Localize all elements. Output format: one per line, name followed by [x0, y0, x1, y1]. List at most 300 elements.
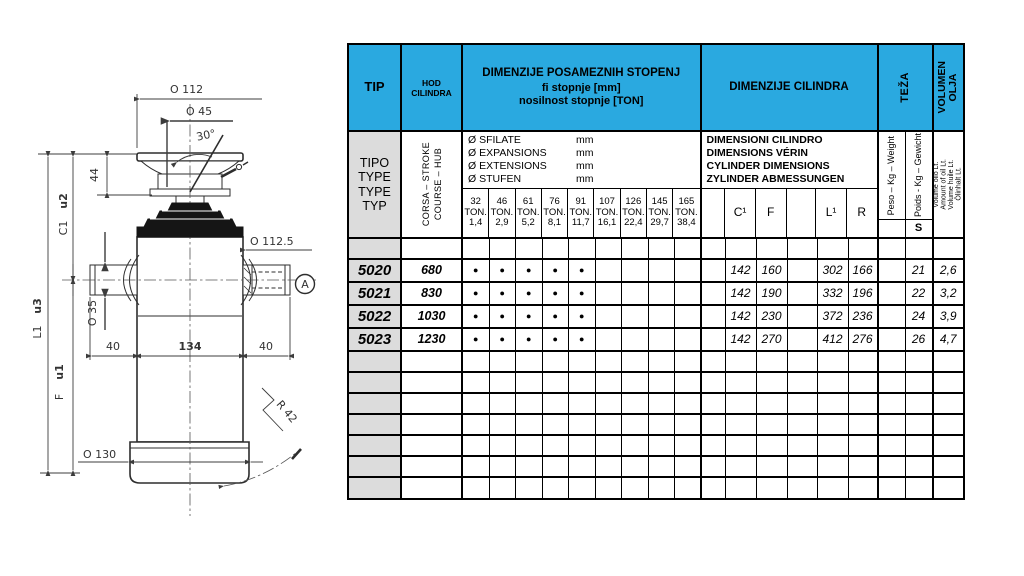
cell-stroke: 680	[402, 260, 463, 281]
dim-40-left-label: 40	[106, 340, 120, 353]
stage-dot	[675, 306, 702, 327]
dia-112-5-label: O 112.5	[250, 235, 294, 248]
cell-peso	[879, 306, 906, 327]
oil-volume-rotated-label: VOLUMEN OLJA	[936, 61, 960, 114]
dim-134-label: 134	[178, 340, 202, 353]
empty-cell	[349, 415, 402, 434]
empty-cell	[757, 478, 788, 498]
empty-cell	[675, 394, 702, 413]
detail-circle-a	[296, 275, 315, 294]
empty-cell	[349, 457, 402, 476]
col-header-stroke	[402, 132, 463, 237]
empty-cell	[906, 436, 934, 455]
empty-cell	[879, 352, 906, 371]
empty-cell	[818, 239, 849, 258]
empty-cell	[702, 415, 726, 434]
empty-cell	[675, 239, 702, 258]
empty-cell	[543, 373, 570, 392]
stage-dot: ●	[569, 283, 596, 304]
empty-cell	[569, 239, 596, 258]
empty-cell	[726, 457, 757, 476]
empty-cell	[596, 478, 623, 498]
empty-row	[349, 457, 963, 478]
empty-cell	[569, 436, 596, 455]
empty-cell	[622, 352, 649, 371]
empty-cell	[402, 478, 463, 498]
dim-l1-label: L1	[31, 325, 44, 339]
empty-cell	[516, 415, 543, 434]
empty-cell	[596, 436, 623, 455]
empty-cell	[649, 373, 676, 392]
empty-cell	[726, 478, 757, 498]
cell-stroke: 1030	[402, 306, 463, 327]
cell-tip: 5021	[349, 283, 402, 304]
dim-40-right-label: 40	[259, 340, 273, 353]
empty-cell	[490, 478, 517, 498]
empty-cell	[463, 373, 490, 392]
empty-cell	[569, 352, 596, 371]
dim-col-f: F	[756, 189, 787, 237]
empty-cell	[934, 415, 964, 434]
empty-cell	[757, 352, 788, 371]
cell-kg: 21	[906, 260, 934, 281]
col-header-oil-volume-detail	[934, 132, 964, 237]
empty-cell	[649, 352, 676, 371]
cell-l1: 372	[818, 306, 849, 327]
empty-cell	[757, 415, 788, 434]
dim-col	[702, 189, 726, 237]
empty-cell	[349, 394, 402, 413]
stage-dot	[675, 260, 702, 281]
dim-col	[787, 189, 817, 237]
stage-dot: ●	[516, 329, 543, 350]
stage-dot	[622, 260, 649, 281]
empty-cell	[490, 373, 517, 392]
stage-dot: ●	[490, 329, 517, 350]
cell-peso	[879, 329, 906, 350]
s-sub-cell: S	[914, 222, 923, 235]
empty-cell	[596, 457, 623, 476]
cell-oil: 3,9	[939, 308, 957, 323]
empty-row	[349, 373, 963, 394]
empty-cell	[622, 394, 649, 413]
dim-44-label: 44	[88, 168, 101, 182]
empty-cell	[463, 457, 490, 476]
hod-line1: HOD	[422, 77, 441, 88]
empty-cell	[818, 436, 849, 455]
stage-dot: ●	[490, 283, 517, 304]
empty-cell	[849, 478, 879, 498]
dia-45-label: O 45	[186, 105, 213, 118]
empty-cell	[788, 415, 818, 434]
table-row-5023	[349, 329, 963, 352]
empty-cell	[543, 457, 570, 476]
empty-cell	[879, 436, 906, 455]
stage-diameters-group	[463, 132, 702, 237]
col-header-weight	[879, 45, 934, 130]
empty-cell	[675, 373, 702, 392]
empty-cell	[569, 415, 596, 434]
empty-cell	[757, 436, 788, 455]
empty-cell	[879, 373, 906, 392]
empty-cell	[463, 415, 490, 434]
col-header-cylinder-dims: DIMENZIJE CILINDRA	[702, 45, 879, 130]
empty-cell	[349, 373, 402, 392]
empty-cell	[622, 373, 649, 392]
stage-dot	[649, 260, 676, 281]
stage-dot: ●	[516, 283, 543, 304]
cylinder-dims-group	[702, 132, 879, 237]
stage-dot: ●	[463, 306, 490, 327]
table-header-row-2	[349, 132, 963, 239]
cell-l1: 412	[818, 329, 849, 350]
stage-dot	[596, 283, 623, 304]
table-header-row-1	[349, 45, 963, 132]
empty-cell	[516, 352, 543, 371]
dim-u3-label: u3	[31, 298, 44, 314]
empty-cell	[516, 457, 543, 476]
empty-cell	[849, 436, 879, 455]
col-header-stages	[463, 45, 702, 130]
stage-dot	[649, 329, 676, 350]
empty-cell	[906, 373, 934, 392]
stage-dot	[649, 306, 676, 327]
empty-cell	[490, 415, 517, 434]
cell-c1: 142	[726, 283, 757, 304]
cylinder-dims-legend: DIMENSIONI CILINDRO DIMENSIONS VÉRIN CYLINDER DIMENSIONS ZYLINDER ABMESSUNGEN	[702, 132, 877, 189]
empty-cell	[622, 415, 649, 434]
dim-f-label: F	[53, 393, 66, 401]
stage-dot: ●	[569, 329, 596, 350]
ton-col: 76 TON. 8,1	[542, 189, 568, 237]
empty-cell	[649, 415, 676, 434]
empty-cell	[463, 352, 490, 371]
angle-30-label: 30°	[195, 126, 217, 144]
ton-col: 145 TON. 29,7	[647, 189, 673, 237]
cell	[702, 260, 726, 281]
stage-dot	[675, 329, 702, 350]
empty-cell	[596, 394, 623, 413]
cell	[788, 283, 818, 304]
dia-35-label: O 35	[86, 299, 99, 327]
stage-dot: ●	[516, 260, 543, 281]
empty-cell	[516, 394, 543, 413]
empty-cell	[596, 373, 623, 392]
stages-line3: nosilnost stopnje [TON]	[519, 95, 644, 108]
empty-cell	[849, 415, 879, 434]
empty-cell	[818, 394, 849, 413]
ton-col: 46 TON. 2,9	[489, 189, 515, 237]
empty-cell	[649, 436, 676, 455]
empty-row	[349, 239, 963, 260]
stage-dot	[622, 306, 649, 327]
empty-cell	[906, 394, 934, 413]
empty-cell	[788, 436, 818, 455]
cell-kg: 26	[906, 329, 934, 350]
empty-cell	[934, 394, 964, 413]
col-header-tipo: TIPO TYPE TYPE TYP	[349, 132, 402, 237]
ton-col: 61 TON. 5,2	[516, 189, 542, 237]
cell-r: 236	[849, 306, 879, 327]
cell	[702, 283, 726, 304]
ton-col: 107 TON. 16,1	[594, 189, 620, 237]
poids-rotated-label: Poids - Kg – Gewicht	[913, 133, 924, 218]
col-header-oil-volume	[934, 45, 964, 130]
empty-cell	[490, 457, 517, 476]
empty-cell	[788, 373, 818, 392]
cell-tip: 5020	[349, 260, 402, 281]
empty-cell	[849, 394, 879, 413]
col-header-tip: TIP	[349, 45, 402, 130]
stage-dot: ●	[543, 283, 570, 304]
empty-cell	[675, 352, 702, 371]
stage-diameter-legend: Ø SFILATE mm Ø EXPANSIONS mm Ø EXTENSIONS mm Ø STUFEN mm	[463, 132, 700, 189]
col-header-hod	[402, 45, 463, 130]
dim-col-c1: C¹	[725, 189, 756, 237]
empty-cell	[726, 415, 757, 434]
cell-kg: 22	[906, 283, 934, 304]
stage-dot	[649, 283, 676, 304]
empty-cell	[788, 457, 818, 476]
stage-dot: ●	[569, 260, 596, 281]
dim-col-l1: L¹	[816, 189, 847, 237]
dia-130-label: O 130	[83, 448, 117, 461]
table-row-5022	[349, 306, 963, 329]
stages-line1: DIMENZIJE POSAMEZNIH STOPENJ	[482, 67, 681, 80]
empty-cell	[490, 394, 517, 413]
empty-cell	[622, 239, 649, 258]
empty-cell	[543, 436, 570, 455]
cell-peso	[879, 283, 906, 304]
empty-cell	[622, 478, 649, 498]
peso-sub-cell	[879, 220, 905, 237]
empty-cell	[726, 394, 757, 413]
empty-cell	[516, 478, 543, 498]
stage-dot: ●	[463, 260, 490, 281]
empty-cell	[879, 239, 906, 258]
empty-cell	[934, 436, 964, 455]
col-header-peso	[879, 132, 906, 237]
cell	[788, 306, 818, 327]
empty-cell	[649, 478, 676, 498]
cell-f: 230	[757, 306, 788, 327]
empty-cell	[569, 394, 596, 413]
table-row-5021	[349, 283, 963, 306]
stage-dot	[675, 283, 702, 304]
empty-cell	[490, 239, 517, 258]
empty-cell	[934, 373, 964, 392]
empty-cell	[726, 373, 757, 392]
empty-cell	[849, 239, 879, 258]
empty-cell	[675, 478, 702, 498]
empty-cell	[649, 394, 676, 413]
cell	[702, 306, 726, 327]
cell-f: 160	[757, 260, 788, 281]
empty-cell	[543, 239, 570, 258]
empty-cell	[596, 239, 623, 258]
empty-cell	[726, 352, 757, 371]
stage-dot: ●	[463, 283, 490, 304]
empty-cell	[879, 478, 906, 498]
empty-cell	[543, 352, 570, 371]
hod-line2: CILINDRA	[411, 87, 452, 98]
peso-rotated-label: Peso – Kg – Weight	[886, 135, 897, 216]
empty-cell	[934, 352, 964, 371]
empty-cell	[757, 394, 788, 413]
stage-dot: ●	[569, 306, 596, 327]
empty-cell	[675, 436, 702, 455]
stage-dot	[622, 329, 649, 350]
oil-volume-detail-rotated-label: Volume olio Lt. Amount of oil Lt. Volume huile Lt. Ölinhalt Lt.	[933, 159, 963, 210]
stage-dot	[596, 306, 623, 327]
empty-cell	[702, 352, 726, 371]
cell-oil: 4,7	[939, 331, 957, 346]
cell-r: 196	[849, 283, 879, 304]
empty-cell	[788, 239, 818, 258]
stage-dot	[622, 283, 649, 304]
empty-cell	[726, 436, 757, 455]
empty-cell	[569, 457, 596, 476]
detail-a-label: A	[301, 278, 309, 291]
empty-cell	[788, 352, 818, 371]
empty-cell	[516, 436, 543, 455]
cell-r: 166	[849, 260, 879, 281]
empty-cell	[934, 478, 964, 498]
empty-cell	[906, 239, 934, 258]
empty-cell	[349, 239, 402, 258]
empty-cell	[757, 373, 788, 392]
empty-cell	[702, 373, 726, 392]
dim-c1-label: C1	[57, 220, 70, 236]
empty-cell	[402, 352, 463, 371]
empty-cell	[906, 352, 934, 371]
empty-cell	[788, 394, 818, 413]
cell-c1: 142	[726, 329, 757, 350]
empty-cell	[934, 457, 964, 476]
empty-cell	[849, 457, 879, 476]
empty-cell	[906, 457, 934, 476]
empty-cell	[569, 373, 596, 392]
empty-cell	[463, 436, 490, 455]
cell-l1: 302	[818, 260, 849, 281]
empty-cell	[702, 478, 726, 498]
empty-cell	[879, 457, 906, 476]
empty-cell	[569, 478, 596, 498]
empty-cell	[818, 352, 849, 371]
empty-row	[349, 415, 963, 436]
empty-cell	[757, 457, 788, 476]
empty-cell	[675, 457, 702, 476]
empty-cell	[402, 394, 463, 413]
empty-cell	[543, 415, 570, 434]
stage-dot: ●	[516, 306, 543, 327]
stage-dot: ●	[490, 260, 517, 281]
empty-cell	[543, 394, 570, 413]
empty-row	[349, 352, 963, 373]
radius-42-label: R 42	[273, 397, 300, 426]
empty-cell	[649, 457, 676, 476]
empty-cell	[879, 394, 906, 413]
cell-kg: 24	[906, 306, 934, 327]
empty-cell	[402, 239, 463, 258]
ton-col: 165 TON. 38,4	[675, 196, 698, 229]
base-foot	[130, 442, 249, 483]
spec-table	[347, 43, 965, 500]
cell-f: 270	[757, 329, 788, 350]
stages-line2: fi stopnje [mm]	[541, 82, 621, 95]
cylinder-dim-subheaders	[702, 189, 877, 237]
ton-col: 126 TON. 22,4	[621, 189, 647, 237]
dia-112-label: O 112	[170, 83, 204, 96]
empty-cell	[463, 394, 490, 413]
empty-cell	[702, 436, 726, 455]
empty-cell	[879, 415, 906, 434]
empty-cell	[349, 436, 402, 455]
stage-dot: ●	[543, 329, 570, 350]
cell	[702, 329, 726, 350]
empty-cell	[726, 239, 757, 258]
empty-cell	[402, 436, 463, 455]
cell-oil: 3,2	[939, 285, 957, 300]
weight-rotated-label: TEŽA	[898, 72, 911, 103]
empty-cell	[818, 478, 849, 498]
empty-row	[349, 394, 963, 415]
empty-cell	[596, 352, 623, 371]
empty-cell	[849, 373, 879, 392]
empty-cell	[622, 457, 649, 476]
cell-r: 276	[849, 329, 879, 350]
empty-cell	[516, 239, 543, 258]
ton-col: 32 TON. 1,4	[463, 189, 489, 237]
empty-cell	[349, 352, 402, 371]
empty-cell	[788, 478, 818, 498]
cell-l1: 332	[818, 283, 849, 304]
empty-row	[349, 436, 963, 457]
empty-cell	[402, 373, 463, 392]
cell-peso	[879, 260, 906, 281]
stage-dot: ●	[543, 260, 570, 281]
empty-cell	[675, 415, 702, 434]
empty-cell	[543, 478, 570, 498]
dim-u2-label: u2	[57, 193, 70, 209]
cell-oil: 2,6	[939, 262, 957, 277]
ton-col: 91 TON. 11,7	[568, 189, 594, 237]
empty-cell	[463, 239, 490, 258]
empty-cell	[490, 436, 517, 455]
col-header-poids	[906, 132, 934, 237]
empty-cell	[702, 457, 726, 476]
empty-cell	[516, 373, 543, 392]
empty-cell	[402, 415, 463, 434]
cell-tip: 5022	[349, 306, 402, 327]
stage-dot	[596, 260, 623, 281]
stage-dot: ●	[543, 306, 570, 327]
empty-cell	[490, 352, 517, 371]
ton-subheaders	[463, 189, 700, 237]
cell	[788, 260, 818, 281]
cell-stroke: 1230	[402, 329, 463, 350]
empty-cell	[702, 394, 726, 413]
empty-cell	[906, 478, 934, 498]
empty-cell	[934, 239, 964, 258]
cylinder-technical-drawing	[0, 0, 347, 576]
cell-f: 190	[757, 283, 788, 304]
empty-cell	[906, 415, 934, 434]
empty-cell	[349, 478, 402, 498]
empty-cell	[596, 415, 623, 434]
stage-dot	[596, 329, 623, 350]
empty-cell	[849, 352, 879, 371]
